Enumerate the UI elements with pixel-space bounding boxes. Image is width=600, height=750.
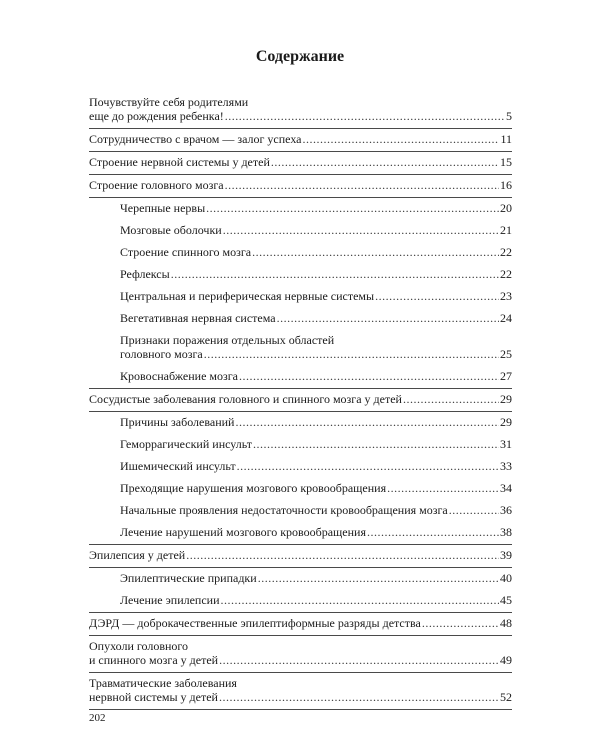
toc-page-number: 27: [500, 369, 512, 383]
toc-entry-title: Сотрудничество с врачом — залог успеха: [89, 132, 302, 146]
toc-subsection-entry: [89, 264, 512, 286]
toc-page-number: 33: [500, 459, 512, 473]
toc-page-number: 22: [500, 267, 512, 281]
dot-leader: [204, 347, 499, 361]
toc-page-number: 5: [506, 109, 512, 123]
dot-leader: [253, 437, 499, 451]
dot-leader: [258, 571, 499, 585]
toc-page-number: 31: [500, 437, 512, 451]
toc-section-entry: [89, 636, 512, 673]
toc-entry-title-line: Признаки поражения отдельных областей: [120, 333, 335, 347]
toc-subsection-entry: [89, 366, 512, 389]
toc-entry-title: Причины заболеваний: [120, 415, 235, 429]
toc-page-number: 48: [500, 616, 512, 630]
page-number: 202: [89, 712, 106, 724]
toc-entry-title: Эпилепсия у детей: [89, 548, 186, 562]
toc-page-number: 40: [500, 571, 512, 585]
dot-leader: [237, 459, 499, 473]
toc-entry-title: Ишемический инсульт: [120, 459, 236, 473]
dot-leader: [387, 481, 499, 495]
toc-subsection-entry: [89, 456, 512, 478]
toc-entry-title-line: Опухоли головного: [89, 639, 189, 653]
toc-subsection-entry: [89, 478, 512, 500]
dot-leader: [239, 369, 499, 383]
toc-page-number: 36: [500, 503, 512, 517]
toc-entry-title: Лечение нарушений мозгового кровообращения: [120, 525, 366, 539]
toc-page-number: 16: [500, 178, 512, 192]
toc-entry-title: Сосудистые заболевания головного и спинного мозга у детей: [89, 392, 402, 406]
toc-subsection-entry: [89, 198, 512, 220]
toc-entry-title: нервной системы у детей: [89, 690, 218, 704]
toc-page-number: 25: [500, 347, 512, 361]
toc-section-entry: [89, 613, 512, 636]
table-of-contents: [89, 92, 512, 710]
toc-subsection-entry: [89, 568, 512, 590]
toc-subsection-entry: [89, 286, 512, 308]
dot-leader: [223, 223, 499, 237]
toc-entry-title: Геморрагический инсульт: [120, 437, 253, 451]
toc-subsection-entry: [89, 412, 512, 434]
toc-page-number: 45: [500, 593, 512, 607]
toc-page-number: 21: [500, 223, 512, 237]
toc-page-number: 49: [500, 653, 512, 667]
dot-leader: [252, 245, 499, 259]
toc-section-entry: [89, 129, 512, 152]
toc-page-number: 34: [500, 481, 512, 495]
dot-leader: [221, 593, 499, 607]
toc-entry-title: Вегетативная нервная система: [120, 311, 276, 325]
toc-entry-title: Черепные нервы: [120, 201, 206, 215]
page-title: Содержание: [255, 48, 345, 65]
toc-section-entry: [89, 673, 512, 710]
toc-page-number: 23: [500, 289, 512, 303]
dot-leader: [277, 311, 499, 325]
dot-leader: [225, 178, 499, 192]
toc-entry-title: и спинного мозга у детей: [89, 653, 219, 667]
toc-entry-title: Эпилептические припадки: [120, 571, 257, 585]
toc-entry-title-line: Почувствуйте себя родителями: [89, 95, 249, 109]
toc-section-entry: [89, 92, 512, 129]
toc-subsection-entry: [89, 308, 512, 330]
toc-entry-title: Начальные проявления недостаточности кровообращения мозга: [120, 503, 448, 517]
dot-leader: [219, 690, 499, 704]
dot-leader: [303, 132, 500, 146]
dot-leader: [235, 415, 499, 429]
toc-subsection-entry: [89, 522, 512, 545]
toc-subsection-entry: [89, 330, 512, 366]
dot-leader: [206, 201, 499, 215]
toc-section-entry: [89, 545, 512, 568]
toc-page-number: 11: [500, 132, 512, 146]
dot-leader: [422, 616, 499, 630]
toc-entry-title: ДЭРД — доброкачественные эпилептиформные разряды детства: [89, 616, 421, 630]
toc-subsection-entry: [89, 220, 512, 242]
dot-leader: [449, 503, 499, 517]
toc-entry-title: головного мозга: [120, 347, 203, 361]
toc-page-number: 39: [500, 548, 512, 562]
toc-page-number: 29: [500, 415, 512, 429]
toc-page-number: 29: [500, 392, 512, 406]
toc-entry-title: Преходящие нарушения мозгового кровообращения: [120, 481, 387, 495]
toc-entry-title: Кровоснабжение мозга: [120, 369, 238, 383]
toc-page-number: 22: [500, 245, 512, 259]
toc-entry-title: Строение головного мозга: [89, 178, 224, 192]
dot-leader: [367, 525, 499, 539]
toc-entry-title-line: Травматические заболевания: [89, 676, 237, 690]
toc-page-number: 38: [500, 525, 512, 539]
toc-page-number: 24: [500, 311, 512, 325]
dot-leader: [186, 548, 499, 562]
toc-entry-title: Строение нервной системы у детей: [89, 155, 270, 169]
toc-page-number: 20: [500, 201, 512, 215]
dot-leader: [219, 653, 499, 667]
toc-subsection-entry: [89, 590, 512, 613]
toc-entry-title: Центральная и периферическая нервные системы: [120, 289, 375, 303]
toc-subsection-entry: [89, 242, 512, 264]
toc-section-entry: [89, 152, 512, 175]
toc-subsection-entry: [89, 434, 512, 456]
dot-leader: [225, 109, 505, 123]
dot-leader: [271, 155, 499, 169]
toc-entry-title: Мозговые оболочки: [120, 223, 222, 237]
toc-entry-title: еще до рождения ребенка!: [89, 109, 224, 123]
toc-page-number: 52: [500, 690, 512, 704]
dot-leader: [375, 289, 499, 303]
dot-leader: [171, 267, 499, 281]
toc-entry-title: Лечение эпилепсии: [120, 593, 220, 607]
toc-entry-title: Строение спинного мозга: [120, 245, 252, 259]
toc-section-entry: [89, 175, 512, 198]
toc-entry-title: Рефлексы: [120, 267, 170, 281]
toc-section-entry: [89, 389, 512, 412]
dot-leader: [403, 392, 499, 406]
toc-page-number: 15: [500, 155, 512, 169]
toc-subsection-entry: [89, 500, 512, 522]
